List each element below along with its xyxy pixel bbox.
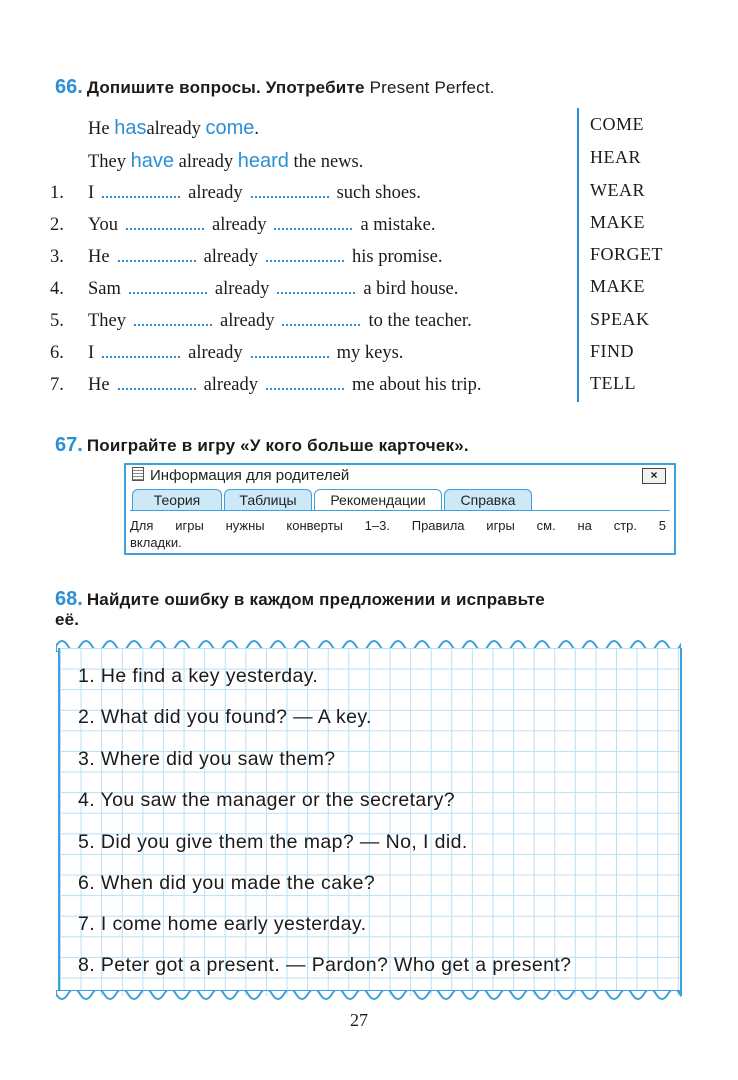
exercise-title: Поиграйте в игру «У кого больше карточек».: [86, 436, 469, 455]
tab-bar: [130, 489, 670, 511]
answer-blank[interactable]: [134, 310, 212, 326]
tab-theory[interactable]: Теория: [132, 489, 222, 510]
error-sentence: 1. He find a key yesterday.: [78, 665, 319, 687]
verb-word: WEAR: [590, 180, 645, 200]
exercise-title-continued: её.: [55, 610, 80, 629]
filled-answer: heard: [237, 150, 289, 172]
tab-recommendations[interactable]: Рекомендации: [314, 489, 442, 510]
wavy-bottom-edge: [56, 990, 682, 1006]
error-sentence: 8. Peter got a present. — Pardon? Who get a present?: [78, 954, 572, 976]
exercise-title: Найдите ошибку в каждом предложении и исправьте: [86, 590, 545, 609]
verb-word: COME: [590, 114, 645, 134]
answer-blank[interactable]: [118, 374, 196, 390]
answer-blank[interactable]: [251, 182, 329, 198]
exercise-66-heading: [55, 76, 495, 99]
verb-word: TELL: [590, 373, 636, 393]
verb-word: SPEAK: [590, 309, 650, 329]
document-icon: [132, 467, 144, 481]
exercise-68-heading: [55, 588, 695, 611]
grid-paper: [58, 648, 682, 996]
error-sentence: 2. What did you found? — A key.: [78, 706, 372, 728]
error-sentence: 5. Did you give them the map? — No, I did.: [78, 831, 468, 853]
answer-blank[interactable]: [277, 278, 355, 294]
info-text-continued: вкладки.: [130, 535, 182, 550]
word-box-divider: [577, 108, 579, 402]
error-sentence: 7. I come home early yesterday.: [78, 913, 367, 935]
verb-word: FIND: [590, 341, 635, 361]
verb-word: HEAR: [590, 147, 641, 167]
answer-blank[interactable]: [274, 214, 352, 230]
filled-answer: come: [205, 117, 255, 139]
filled-answer: have: [130, 150, 175, 172]
error-sentence: 6. When did you made the cake?: [78, 872, 376, 894]
page-number: 27: [350, 1010, 368, 1030]
error-sentence: 3. Where did you saw them?: [78, 748, 336, 770]
answer-blank[interactable]: [126, 214, 204, 230]
parents-info-window: [124, 463, 676, 555]
info-text: Для игры нужны конверты 1–3. Правила игры см. на стр. 5: [130, 518, 666, 533]
filled-answer: has: [114, 117, 147, 139]
tab-baseline: [130, 510, 670, 511]
answer-blank[interactable]: [266, 246, 344, 262]
tab-tables[interactable]: Таблицы: [224, 489, 312, 510]
verb-word: MAKE: [590, 276, 645, 296]
tab-help[interactable]: Справка: [444, 489, 532, 510]
exercise-number: 67.: [55, 434, 83, 456]
exercise-number: 68.: [55, 588, 83, 610]
exercise-67-heading: [55, 434, 469, 457]
verb-word: FORGET: [590, 244, 664, 264]
window-title: Информация для родителей: [132, 467, 349, 484]
verb-word: MAKE: [590, 212, 645, 232]
close-button[interactable]: ×: [642, 468, 666, 484]
answer-blank[interactable]: [102, 342, 180, 358]
error-sentence: 4. You saw the manager or the secretary?: [78, 789, 455, 811]
answer-blank[interactable]: [251, 342, 329, 358]
answer-blank[interactable]: [266, 374, 344, 390]
answer-blank[interactable]: [129, 278, 207, 294]
exercise-title: Допишите вопросы. Употребите Present Perfect.: [86, 78, 495, 97]
exercise-number: 66.: [55, 76, 83, 98]
answer-blank[interactable]: [282, 310, 360, 326]
answer-blank[interactable]: [118, 246, 196, 262]
answer-blank[interactable]: [102, 182, 180, 198]
